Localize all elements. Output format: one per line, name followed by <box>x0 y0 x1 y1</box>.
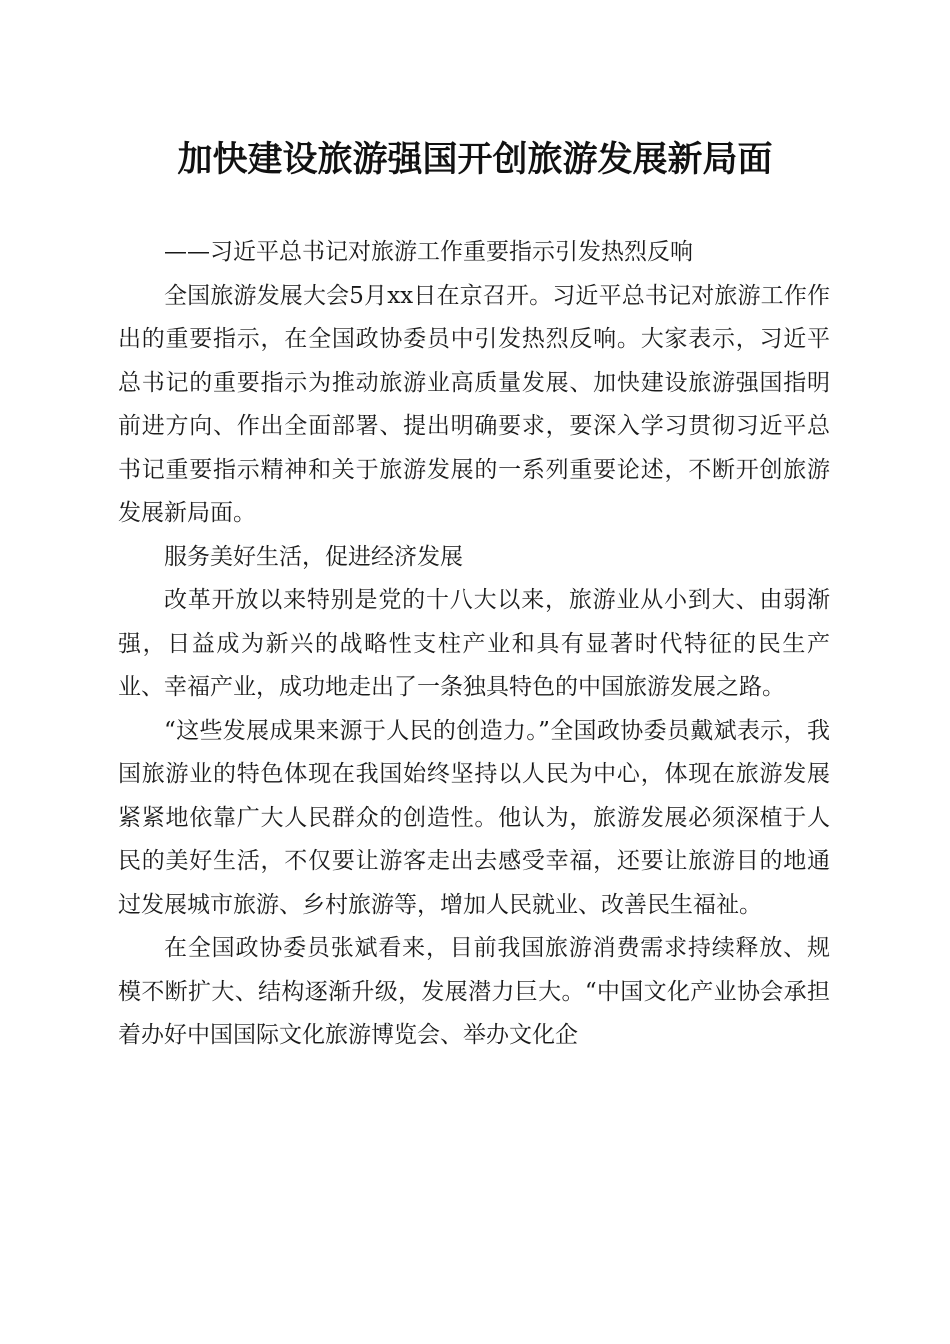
body-paragraph: “这些发展成果来源于人民的创造力。”全国政协委员戴斌表示，我国旅游业的特色体现在我国始终坚持以人民为中心，体现在旅游发展紧紧地依靠广大人民群众的创造性。他认为，旅游发展必须深植于人民的美好生活，不仅要让游客走出去感受幸福，还要让旅游目的地通过发展城市旅游、乡村旅游等，增加人民就业、改善民生福祉。 <box>118 717 830 918</box>
body-paragraph: 改革开放以来特别是党的十八大以来，旅游业从小到大、由弱渐强，日益成为新兴的战略性支柱产业和具有显著时代特征的民生产业、幸福产业，成功地走出了一条独具特色的中国旅游发展之路。 <box>118 587 830 700</box>
document-body <box>118 231 830 1058</box>
section-heading: 服务美好生活，促进经济发展 <box>164 543 463 570</box>
subtitle-paragraph: ——习近平总书记对旅游工作重要指示引发热烈反响 <box>164 239 693 265</box>
document-title: 加快建设旅游强国开创旅游发展新局面 <box>177 139 773 180</box>
body-paragraph: 全国旅游发展大会5月xx日在京召开。习近平总书记对旅游工作作出的重要指示，在全国政协委员中引发热烈反响。大家表示，习近平总书记的重要指示为推动旅游业高质量发展、加快建设旅游强国指明前进方向、作出全面部署、提出明确要求，要深入学习贯彻习近平总书记重要指示精神和关于旅游发展的一系列重要论述，不断开创旅游发展新局面。 <box>118 282 830 526</box>
body-paragraph: 在全国政协委员张斌看来，目前我国旅游消费需求持续释放、规模不断扩大、结构逐渐升级，发展潜力巨大。“中国文化产业协会承担着办好中国国际文化旅游博览会、举办文化企 <box>118 935 830 1048</box>
